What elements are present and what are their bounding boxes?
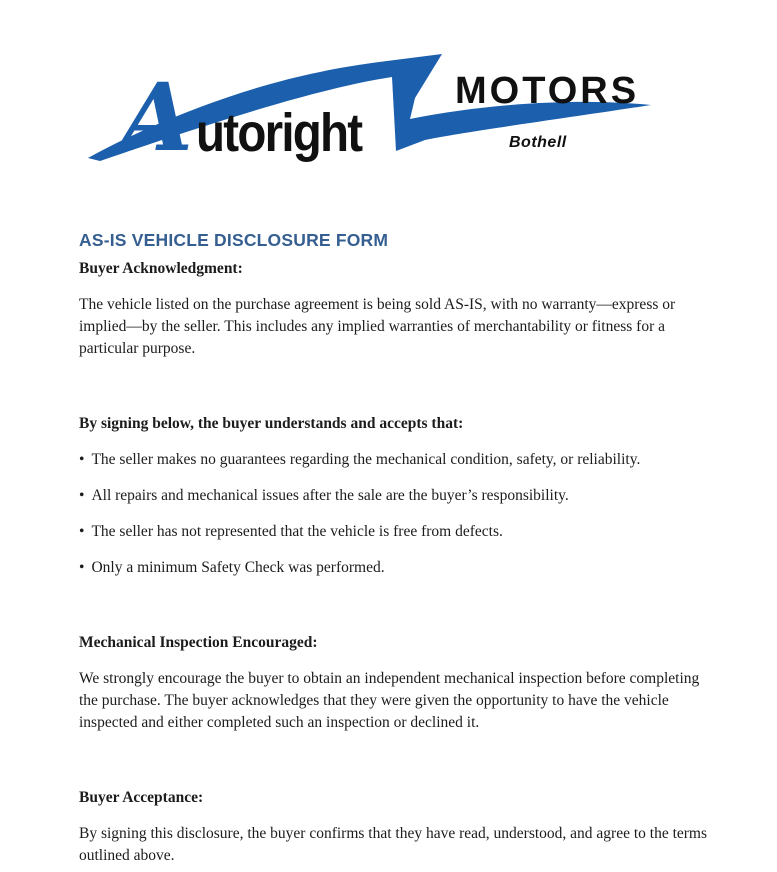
logo-brand-text: utoright xyxy=(196,103,362,163)
bullet-text: Only a minimum Safety Check was performed. xyxy=(91,559,385,576)
section-buyer-understands xyxy=(79,413,719,579)
bullet-glyph: • xyxy=(79,523,85,540)
section-buyer-acceptance xyxy=(79,787,719,867)
bullet-item xyxy=(79,557,719,579)
section-heading-buyer-understands: By signing below, the buyer understands and accepts that: xyxy=(79,415,464,432)
bullet-text: The seller has not represented that the vehicle is free from defects. xyxy=(91,523,503,540)
bullet-item xyxy=(79,449,719,471)
section-heading-buyer-acknowledgment: Buyer Acknowledgment: xyxy=(79,260,243,277)
section-mechanical-inspection xyxy=(79,632,719,734)
logo-letter-a: A xyxy=(120,63,191,173)
bullet-glyph: • xyxy=(79,487,85,504)
bullet-item xyxy=(79,485,719,507)
logo-motors-text: MOTORS xyxy=(455,70,640,112)
dealership-logo xyxy=(0,0,777,180)
bullet-item xyxy=(79,521,719,543)
section-body-buyer-acceptance: By signing this disclosure, the buyer confirms that they have read, understood, and agree to the terms outlined above. xyxy=(79,825,708,864)
bullet-glyph: • xyxy=(79,451,85,468)
bullet-text: The seller makes no guarantees regarding the mechanical condition, safety, or reliability. xyxy=(91,451,641,468)
section-body-mechanical-inspection: We strongly encourage the buyer to obtain an independent mechanical inspection before completing the purchase. The buyer acknowledges that they were given the opportunity to have the vehicle inspected and either completed such an inspection or declined it. xyxy=(79,670,700,731)
section-heading-buyer-acceptance: Buyer Acceptance: xyxy=(79,789,204,806)
bullet-glyph: • xyxy=(79,559,85,576)
section-buyer-acknowledgment xyxy=(79,258,719,360)
section-heading-mechanical-inspection: Mechanical Inspection Encouraged: xyxy=(79,634,318,651)
form-content xyxy=(0,229,777,867)
bullet-text: All repairs and mechanical issues after the sale are the buyer’s responsibility. xyxy=(91,487,569,504)
form-title: AS-IS VEHICLE DISCLOSURE FORM xyxy=(79,230,389,250)
section-body-buyer-acknowledgment: The vehicle listed on the purchase agreement is being sold AS-IS, with no warranty—express or implied—by the seller. This includes any implied warranties of merchantability or fitness for a particular purpose. xyxy=(79,296,676,357)
logo-city-text: Bothell xyxy=(509,134,567,151)
